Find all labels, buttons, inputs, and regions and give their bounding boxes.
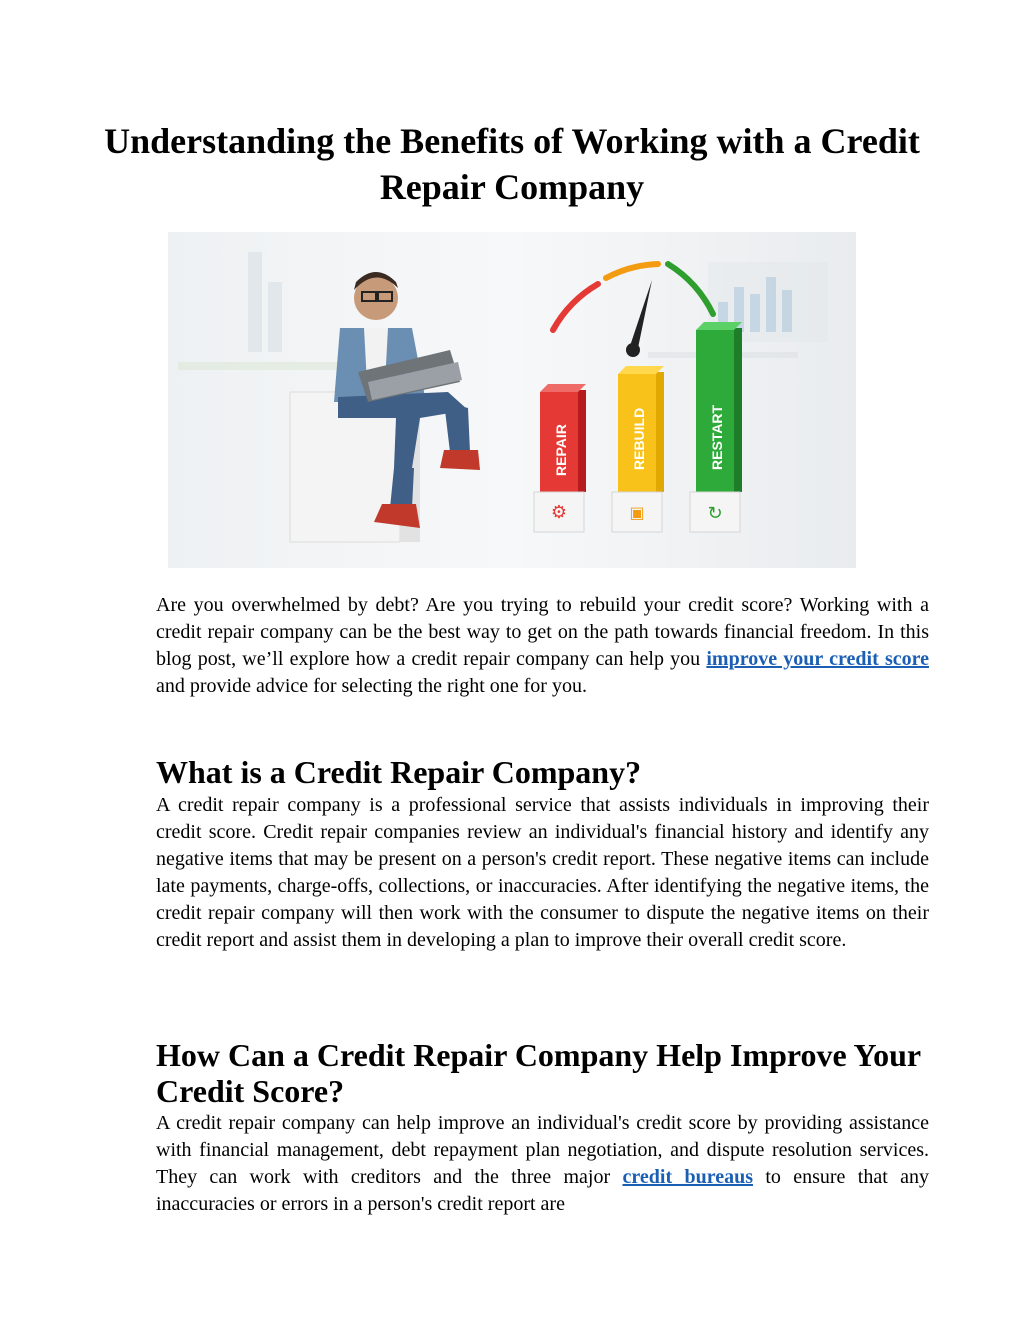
hero-illustration: [168, 232, 856, 568]
intro-paragraph: [156, 592, 929, 700]
gear-icon: ⚙: [550, 502, 568, 523]
intro-text-2: and provide advice for selecting the right one for you.: [156, 675, 587, 697]
toolbox-icon: ▣: [629, 503, 645, 522]
credit-bureaus-link[interactable]: credit bureaus: [622, 1166, 753, 1188]
section2-paragraph: [156, 1110, 929, 1218]
bar-repair: [534, 384, 586, 532]
refresh-icon: ↻: [707, 503, 723, 524]
bar-label-repair: REPAIR: [553, 424, 569, 476]
section2-text-1: A credit repair company can help improve an individual's credit score by providing assistance with financial management, debt repayment plan negotiation, and dispute resolution services. They can work with creditors and the three major: [156, 1112, 929, 1188]
bar-label-restart: RESTART: [709, 404, 725, 470]
bar-rebuild: [612, 366, 664, 532]
intro-text-1: Are you overwhelmed by debt? Are you trying to rebuild your credit score? Working with a credit repair company can be the best way to get on the path towards financial freedom. In this blog post, we’ll explore how a credit repair company can help you: [156, 594, 929, 670]
section2-text-2: to ensure that any inaccuracies or errors in a person's credit report are: [156, 1166, 929, 1215]
bar-label-rebuild: REBUILD: [631, 407, 647, 470]
improve-credit-score-link[interactable]: improve your credit score: [706, 648, 929, 670]
bar-restart: [690, 322, 742, 532]
section1-paragraph: A credit repair company is a professional service that assists individuals in improving their credit score. Credit repair companies review an individual's financial history and identify any negative items that may be present on a person's credit report. These negative items can include late payments, charge-offs, collections, or inaccuracies. After identifying the negative items, the credit repair company will then work with the consumer to dispute the negative items on their credit report and assist them in developing a plan to improve their overall credit score.: [156, 794, 929, 951]
page-title: Understanding the Benefits of Working with a Credit Repair Company: [104, 121, 920, 207]
section-heading-what-is: What is a Credit Repair Company?: [156, 754, 642, 790]
section-heading-how-can: How Can a Credit Repair Company Help Improve Your Credit Score?: [156, 1037, 921, 1109]
